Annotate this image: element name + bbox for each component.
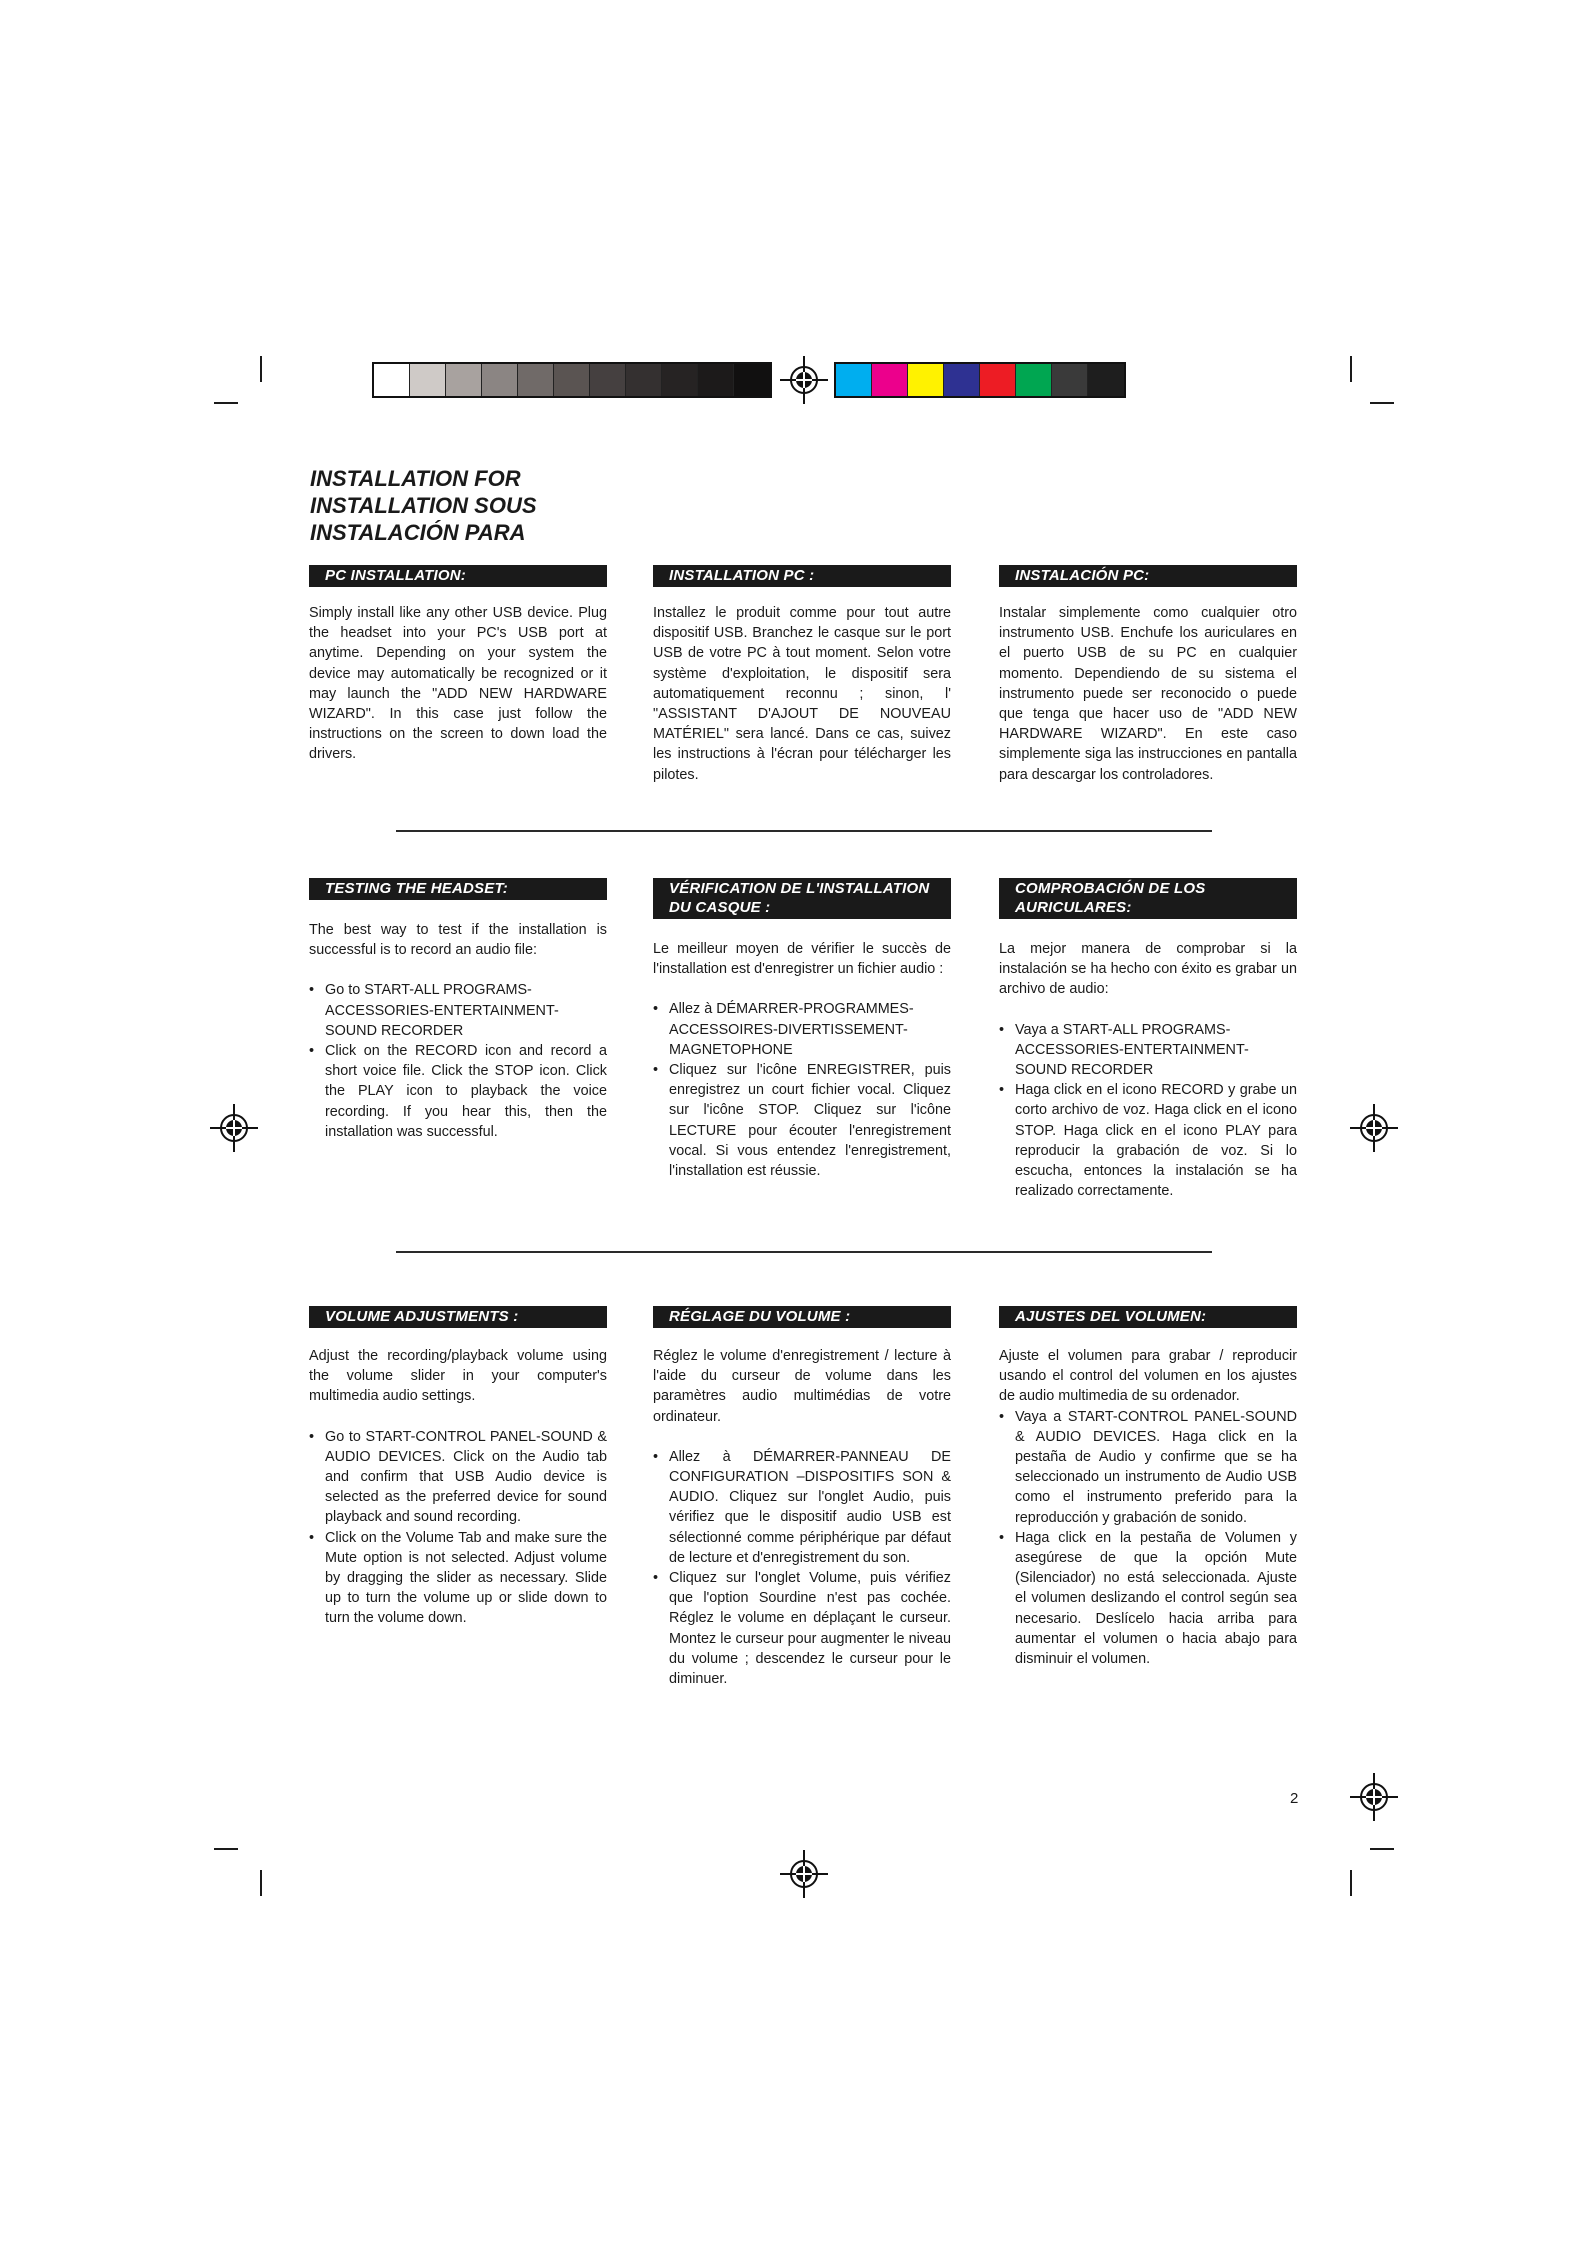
- paragraph: La mejor manera de comprobar si la instalación se ha hecho con éxito es grabar un archivo de audio:: [999, 941, 1297, 998]
- paragraph: Installez le produit comme pour tout autre dispositif USB. Branchez le casque sur le port USB de votre PC à tout moment. Selon votre système d'exploitation, le dispositif sera automatiquement reconnu ; sinon, l' "ASSISTANT D'AJOUT DE NOUVEAU MATÉRIEL" sera lancé. Dans ce cas, suivez les instructions à l'écran pour télécharger les pilotes.: [653, 605, 951, 783]
- section-heading: VOLUME ADJUSTMENTS :: [309, 1306, 607, 1328]
- list-item: • Go to START-ALL PROGRAMS-ACCESSORIES-ENTERTAINMENT-SOUND RECORDER: [309, 980, 607, 1041]
- section-heading: RÉGLAGE DU VOLUME :: [653, 1306, 951, 1328]
- pc-installation-french: [653, 565, 951, 805]
- pc-installation-english: [309, 565, 607, 785]
- bullet-list: [309, 980, 607, 1142]
- crop-mark-top-left-vertical: [260, 356, 262, 382]
- crop-mark-bottom-right-vertical: [1350, 1870, 1352, 1896]
- gray-swatch: [590, 364, 626, 396]
- pc-installation-spanish: [999, 565, 1297, 805]
- gray-swatch: [734, 364, 770, 396]
- gray-swatch: [518, 364, 554, 396]
- section-heading: INSTALLATION PC :: [653, 565, 951, 587]
- color-calibration-bar: [834, 362, 1126, 398]
- section-heading: PC INSTALLATION:: [309, 565, 607, 587]
- section-divider: [396, 1251, 1212, 1253]
- crop-mark-bottom-right-horizontal: [1370, 1848, 1394, 1850]
- bullet-list: [653, 1447, 951, 1689]
- list-item: • Cliquez sur l'onglet Volume, puis vérifiez que l'option Sourdine n'est pas cochée. Réglez le volume en déplaçant le curseur. Montez le curseur pour augmenter le niveau du volume ; descendez le curseur pour le diminuer.: [653, 1568, 951, 1689]
- page-number: 2: [1290, 1790, 1299, 1807]
- volume-spanish: [999, 1306, 1297, 1669]
- paragraph: Réglez le volume d'enregistrement / lecture à l'aide du curseur de volume dans les paramètres audio multimédias de votre ordinateur.: [653, 1348, 951, 1425]
- paragraph: Adjust the recording/playback volume using the volume slider in your computer's multimedia audio settings.: [309, 1348, 607, 1405]
- color-swatch: [836, 364, 872, 396]
- list-item: • Click on the Volume Tab and make sure the Mute option is not selected. Adjust volume by dragging the slider as necessary. Slide up to turn the volume up or slide down to turn the volume down.: [309, 1528, 607, 1629]
- bullet-list: [653, 999, 951, 1181]
- list-item: • Allez à DÉMARRER-PANNEAU DE CONFIGURATION –DISPOSITIFS SON & AUDIO. Cliquez sur l'onglet Audio, puis vérifiez que le dispositif audio USB est sélectionné comme périphérique par défaut de lecture et d'enregistrement du son.: [653, 1447, 951, 1568]
- list-item: • Go to START-CONTROL PANEL-SOUND & AUDIO DEVICES. Click on the Audio tab and confirm that USB Audio device is selected as the preferred device for sound playback and sound recording.: [309, 1427, 607, 1528]
- color-swatch: [1052, 364, 1088, 396]
- crop-mark-top-left-horizontal: [214, 402, 238, 404]
- testing-english: [309, 878, 607, 1142]
- crop-mark-top-right-vertical: [1350, 356, 1352, 382]
- section-divider: [396, 830, 1212, 832]
- registration-mark-icon: [780, 1850, 828, 1898]
- volume-english: [309, 1306, 607, 1629]
- list-item: • Click on the RECORD icon and record a short voice file. Click the STOP icon. Click the PLAY icon to playback the voice recording. If you hear this, then the installation was successful.: [309, 1041, 607, 1142]
- section-heading: AJUSTES DEL VOLUMEN:: [999, 1306, 1297, 1328]
- crop-mark-bottom-left-horizontal: [214, 1848, 238, 1850]
- paragraph: Instalar simplemente como cualquier otro instrumento USB. Enchufe los auriculares en el puerto USB de su PC en cualquier momento. Dependiendo de su sistema el instrumento puede ser reconocido o puede que tenga que hacer uso de "ADD NEW HARDWARE WIZARD". En este caso simplemente siga las instrucciones en pantalla para descargar los controladores.: [999, 605, 1297, 783]
- gray-swatch: [698, 364, 734, 396]
- testing-spanish: [999, 878, 1297, 1201]
- color-swatch: [872, 364, 908, 396]
- paragraph: Simply install like any other USB device. Plug the headset into your PC's USB port at anytime. Depending on your system the device may automatically be recognized or it may launch the "ADD NEW HARDWARE WIZARD". In this case just follow the instructions on the screen to down load the drivers.: [309, 605, 607, 763]
- gray-swatch: [626, 364, 662, 396]
- list-item: • Vaya a START-CONTROL PANEL-SOUND & AUDIO DEVICES. Haga click en la pestaña de Audio y confirme que se ha seleccionado un instrumento de Audio USB como el instrumento preferido para la reproducción y grabación de sonido.: [999, 1407, 1297, 1528]
- gray-swatch: [554, 364, 590, 396]
- list-item: • Allez à DÉMARRER-PROGRAMMES-ACCESSOIRES-DIVERTISSEMENT-MAGNETOPHONE: [653, 999, 951, 1060]
- registration-mark-icon: [210, 1104, 258, 1152]
- color-swatch: [944, 364, 980, 396]
- gray-swatch: [374, 364, 410, 396]
- section-heading: COMPROBACIÓN DE LOS AURICULARES:: [999, 878, 1297, 919]
- color-swatch: [980, 364, 1016, 396]
- title-english: INSTALLATION FOR: [310, 466, 521, 491]
- gray-swatch: [662, 364, 698, 396]
- list-item: • Vaya a START-ALL PROGRAMS-ACCESSORIES-ENTERTAINMENT-SOUND RECORDER: [999, 1020, 1297, 1081]
- gray-swatch: [410, 364, 446, 396]
- crop-mark-bottom-left-vertical: [260, 1870, 262, 1896]
- color-swatch: [1016, 364, 1052, 396]
- paragraph: The best way to test if the installation is successful is to record an audio file:: [309, 922, 607, 959]
- testing-french: [653, 878, 951, 1181]
- registration-mark-icon: [1350, 1104, 1398, 1152]
- title-french: INSTALLATION SOUS: [310, 493, 537, 518]
- title-spanish: INSTALACIÓN PARA: [310, 520, 526, 545]
- bullet-list: [999, 1020, 1297, 1202]
- registration-mark-icon: [1350, 1773, 1398, 1821]
- registration-mark-icon: [780, 356, 828, 404]
- bullet-list: [309, 1427, 607, 1629]
- section-heading: TESTING THE HEADSET:: [309, 878, 607, 900]
- list-item: • Haga click en la pestaña de Volumen y asegúrese de que la opción Mute (Silenciador) no está seleccionada. Ajuste el volumen deslizando el control según sea necesario. Deslícelo hacia arriba para aumentar el volumen o hacia abajo para disminuir el volumen.: [999, 1528, 1297, 1669]
- list-item: • Haga click en el icono RECORD y grabe un corto archivo de voz. Haga click en el icono STOP. Haga click en el icono PLAY para reproducir la grabación de voz. Si lo escucha, entonces la instalación se ha realizado correctamente.: [999, 1080, 1297, 1201]
- section-heading: INSTALACIÓN PC:: [999, 565, 1297, 587]
- page-title: [310, 465, 537, 546]
- bullet-list: [999, 1407, 1297, 1670]
- paragraph: Ajuste el volumen para grabar / reproducir usando el control del volumen en los ajustes de audio multimedia de su ordenador.: [999, 1348, 1297, 1405]
- volume-french: [653, 1306, 951, 1689]
- color-swatch: [1088, 364, 1124, 396]
- list-item: • Cliquez sur l'icône ENREGISTRER, puis enregistrez un court fichier vocal. Cliquez sur l'icône STOP. Cliquez sur l'icône LECTURE pour écouter l'enregistrement vocal. Si vous entendez l'enregistrement, l'installation est réussie.: [653, 1060, 951, 1181]
- section-heading: VÉRIFICATION DE L'INSTALLATION DU CASQUE :: [653, 878, 951, 919]
- gray-swatch: [446, 364, 482, 396]
- paragraph: Le meilleur moyen de vérifier le succès de l'installation est d'enregistrer un fichier audio :: [653, 941, 951, 978]
- gray-swatch: [482, 364, 518, 396]
- crop-mark-top-right-horizontal: [1370, 402, 1394, 404]
- grayscale-calibration-bar: [372, 362, 772, 398]
- color-swatch: [908, 364, 944, 396]
